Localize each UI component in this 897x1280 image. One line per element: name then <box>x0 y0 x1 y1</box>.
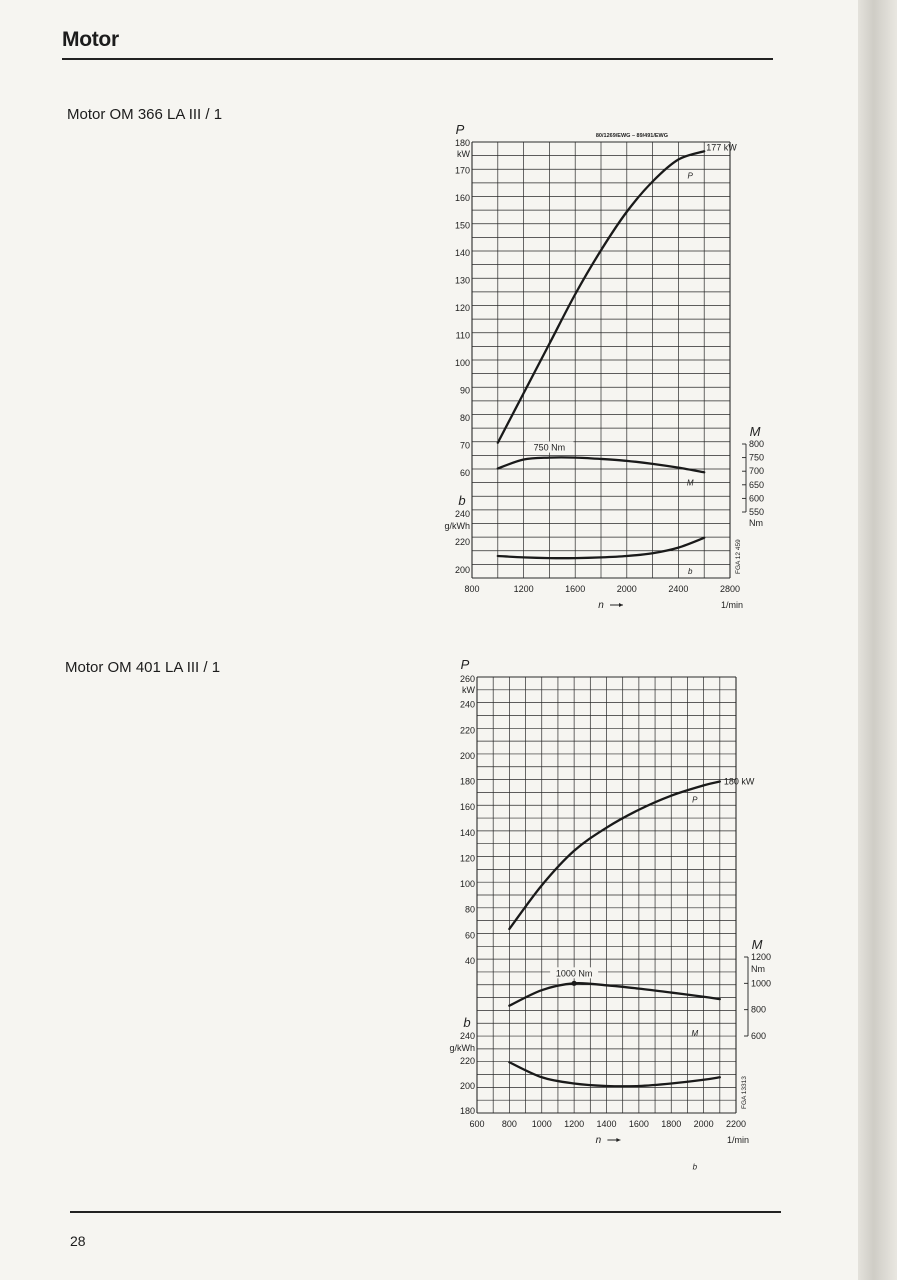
x-tick-label: 2800 <box>719 584 741 594</box>
figure-code: FGA 12 459 <box>735 539 742 574</box>
figure-code: FGA 13313 <box>741 1076 748 1109</box>
torque-tick-label: 1000 <box>751 978 772 989</box>
torque-tick-label: 650 <box>749 479 765 490</box>
x-tick-label: 800 <box>501 1119 517 1129</box>
consumption-unit-label: g/kWh <box>444 521 470 531</box>
consumption-axis-label: b <box>463 1015 471 1030</box>
series-M-peak-marker <box>572 981 577 986</box>
torque-tick-label: 800 <box>751 1004 767 1015</box>
torque-tick-label: 600 <box>749 493 765 504</box>
series-M-peak-label: 1000 Nm <box>555 968 593 979</box>
power-tick-label: 80 <box>464 904 475 915</box>
power-tick-label: 220 <box>459 725 475 736</box>
x-axis-arrowhead <box>616 1138 620 1142</box>
footer-rule <box>70 1211 781 1213</box>
series-P-curve <box>509 782 719 929</box>
engine-title-om366: Motor OM 366 LA III / 1 <box>67 106 223 123</box>
power-tick-label: 120 <box>459 853 475 864</box>
power-tick-label: 100 <box>454 358 470 368</box>
x-tick-label: 2200 <box>725 1119 747 1129</box>
torque-axis-label: M <box>751 937 763 952</box>
power-unit-label: kW <box>462 685 475 695</box>
consumption-tick-label: 220 <box>454 537 470 547</box>
consumption-unit-label: g/kWh <box>449 1043 475 1053</box>
power-tick-label: 180 <box>454 138 470 148</box>
power-tick-label: 60 <box>459 468 470 478</box>
power-unit-label: kW <box>457 149 470 159</box>
torque-unit-label: Nm <box>749 518 763 528</box>
series-M-peak-label: 750 Nm <box>533 442 566 453</box>
consumption-tick-label: 180 <box>459 1106 475 1116</box>
power-tick-label: 70 <box>459 440 470 451</box>
power-tick-label: 100 <box>459 879 475 890</box>
power-tick-label: 140 <box>459 827 475 838</box>
series-M-label: M <box>691 1029 699 1039</box>
power-tick-label: 260 <box>459 674 475 684</box>
power-tick-label: 180 <box>459 776 475 787</box>
x-tick-label: 600 <box>469 1119 485 1129</box>
power-tick-label: 40 <box>464 956 475 966</box>
consumption-tick-label: 200 <box>459 1081 475 1091</box>
x-axis-label: n <box>598 600 604 611</box>
torque-unit-label: Nm <box>751 964 765 974</box>
torque-tick-label: 1200 <box>751 952 772 962</box>
torque-tick-label: 550 <box>749 507 765 517</box>
consumption-tick-label: 220 <box>459 1056 475 1066</box>
x-tick-label: 2400 <box>668 584 689 594</box>
x-tick-label: 1200 <box>513 584 534 594</box>
x-tick-label: 1800 <box>661 1119 682 1129</box>
power-axis-label: P <box>460 657 470 672</box>
power-tick-label: 110 <box>455 330 470 341</box>
consumption-tick-label: 200 <box>454 565 470 575</box>
torque-tick-label: 750 <box>749 452 765 463</box>
series-P-label: P <box>692 795 698 805</box>
series-P-end-label: 177 kW <box>706 142 737 153</box>
x-tick-label: 1000 <box>531 1119 552 1129</box>
torque-tick-label: 800 <box>749 439 765 449</box>
power-tick-label: 200 <box>459 750 475 761</box>
x-unit-label: 1/min <box>726 1135 750 1145</box>
series-b-label: b <box>687 566 693 576</box>
power-tick-label: 240 <box>459 699 475 710</box>
power-tick-label: 150 <box>454 220 470 231</box>
series-M-curve <box>509 983 719 1006</box>
x-tick-label: 1400 <box>596 1119 617 1129</box>
x-tick-label: 1600 <box>628 1119 649 1129</box>
torque-tick-label: 700 <box>749 466 765 477</box>
x-tick-label: 2000 <box>616 584 637 594</box>
power-tick-label: 140 <box>454 248 470 258</box>
standard-note: 80/1269/EWG – 89/491/EWG <box>595 133 669 139</box>
x-tick-label: 1600 <box>565 584 586 594</box>
x-tick-label: 1200 <box>564 1119 585 1129</box>
power-tick-label: 120 <box>454 303 470 313</box>
torque-tick-label: 600 <box>751 1031 767 1041</box>
torque-axis-label: M <box>749 424 761 439</box>
x-tick-label: 2000 <box>693 1119 714 1129</box>
page-number: 28 <box>70 1233 86 1249</box>
power-tick-label: 60 <box>464 930 475 941</box>
engine-title-om401: Motor OM 401 LA III / 1 <box>65 659 221 676</box>
power-tick-label: 130 <box>454 275 470 286</box>
x-tick-label: 800 <box>464 584 480 594</box>
series-P-end-label: 180 kW <box>723 776 755 787</box>
power-tick-label: 160 <box>454 193 470 203</box>
x-unit-label: 1/min <box>720 600 744 610</box>
consumption-axis-label: b <box>458 493 466 508</box>
consumption-tick-label: 240 <box>454 509 470 519</box>
power-tick-label: 80 <box>459 413 470 423</box>
x-axis-label: n <box>595 1135 602 1146</box>
series-b-label: b <box>692 1162 698 1172</box>
series-M-label: M <box>686 478 694 488</box>
power-tick-label: 170 <box>454 165 470 176</box>
power-tick-label: 90 <box>459 385 470 396</box>
power-tick-label: 160 <box>459 802 475 813</box>
power-axis-label: P <box>455 122 465 137</box>
series-P-label: P <box>687 171 693 181</box>
page-title: Motor <box>62 28 119 51</box>
consumption-tick-label: 240 <box>459 1031 475 1041</box>
